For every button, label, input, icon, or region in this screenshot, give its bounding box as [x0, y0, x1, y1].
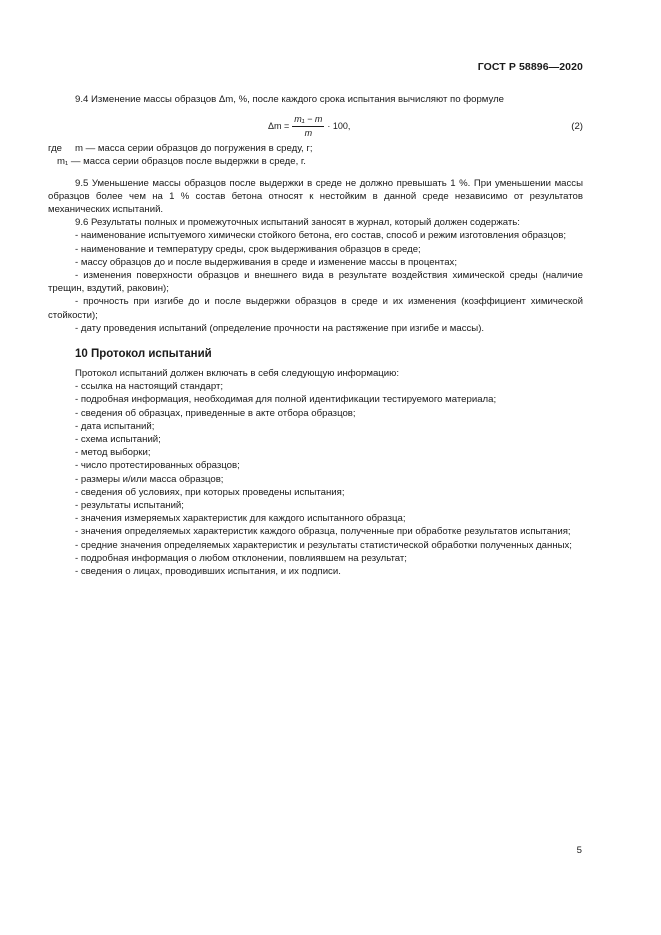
formula-2 — [48, 108, 583, 142]
formula-denominator: m — [304, 128, 313, 139]
formula-lhs: Δm = — [268, 121, 290, 132]
clause-9-6: 9.6 Результаты полных и промежуточных испытаний заносят в журнал, который должен содержать: — [75, 217, 520, 229]
list-item: - схема испытаний; — [75, 434, 161, 446]
formula-fraction — [292, 114, 324, 139]
list-item: - подробная информация о любом отклонении, повлиявшем на результат; — [75, 552, 407, 564]
list-item: - массу образцов до и после выдерживания в среде и изменение массы в процентах; — [75, 256, 457, 268]
list-item: - размеры и/или масса образцов; — [75, 473, 224, 485]
list-item: - средние значения определяемых характеристик и результаты статистической обработки полученных данных; — [75, 539, 572, 551]
clause-9-4: 9.4 Изменение массы образцов Δm, %, после каждого срока испытания вычисляют по формуле — [75, 94, 505, 105]
formula-numerator: m₁ − m — [292, 114, 324, 127]
standard-header: ГОСТ Р 58896—2020 — [477, 61, 583, 73]
formula-tail: · 100, — [327, 121, 351, 132]
clause-9-5: 9.5 Уменьшение массы образцов после выдержки в среде не должно превышать 1 %. При уменьшении массы образцов более чем на 1 % состав бетона относят к нестойким в данной среде независимо от результатов механических испытаний. — [48, 177, 583, 216]
section-10-list — [48, 380, 583, 578]
section-10-heading: 10 Протокол испытаний — [75, 348, 212, 361]
list-item: - сведения о лицах, проводивших испытания, и их подписи. — [75, 566, 341, 578]
list-item: - результаты испытаний; — [75, 500, 184, 512]
list-item: - дата испытаний; — [75, 420, 155, 432]
list-item: - ссылка на настоящий стандарт; — [75, 381, 224, 393]
definition-1-text: m — масса серии образцов до погружения в среду, г; — [75, 143, 313, 155]
definition-2 — [48, 155, 583, 168]
list-item: - прочность при изгибе до и после выдержки образцов в среде и их изменения (коэффициент химической стойкости); — [48, 296, 583, 321]
page-number: 5 — [576, 845, 582, 856]
list-item: - число протестированных образцов; — [75, 460, 240, 472]
formula-number: (2) — [571, 121, 583, 133]
clause-9-6-list — [48, 229, 583, 335]
list-item: - наименование испытуемого химически стойкого бетона, его состав, способ и режим изготовления образцов; — [75, 230, 567, 242]
where-label: где — [48, 143, 63, 155]
definition-1 — [48, 142, 583, 155]
list-item: - сведения об условиях, при которых проведены испытания; — [75, 486, 345, 498]
list-item: - значения определяемых характеристик каждого образца, полученные при обработке результатов испытания; — [75, 526, 571, 538]
list-item: - подробная информация, необходимая для полной идентификации тестируемого материала; — [75, 394, 497, 406]
list-item: - дату проведения испытаний (определение прочности на растяжение при изгибе и массы). — [75, 322, 485, 334]
list-item: - наименование и температуру среды, срок выдерживания образцов в среде; — [75, 243, 421, 255]
list-item: - изменения поверхности образцов и внешнего вида в результате воздействия химической среды (наличие трещин, вздутий, раковин); — [48, 270, 583, 295]
list-item: - сведения об образцах, приведенные в акте отбора образцов; — [75, 407, 356, 419]
section-10-intro: Протокол испытаний должен включать в себя следующую информацию: — [75, 368, 399, 380]
list-item: - метод выборки; — [75, 447, 151, 459]
list-item: - значения измеряемых характеристик для каждого испытанного образца; — [75, 513, 406, 525]
definition-2-text: m₁ — масса серии образцов после выдержки в среде, г. — [57, 156, 306, 168]
page-content — [48, 93, 583, 578]
formula-expression — [268, 114, 350, 139]
